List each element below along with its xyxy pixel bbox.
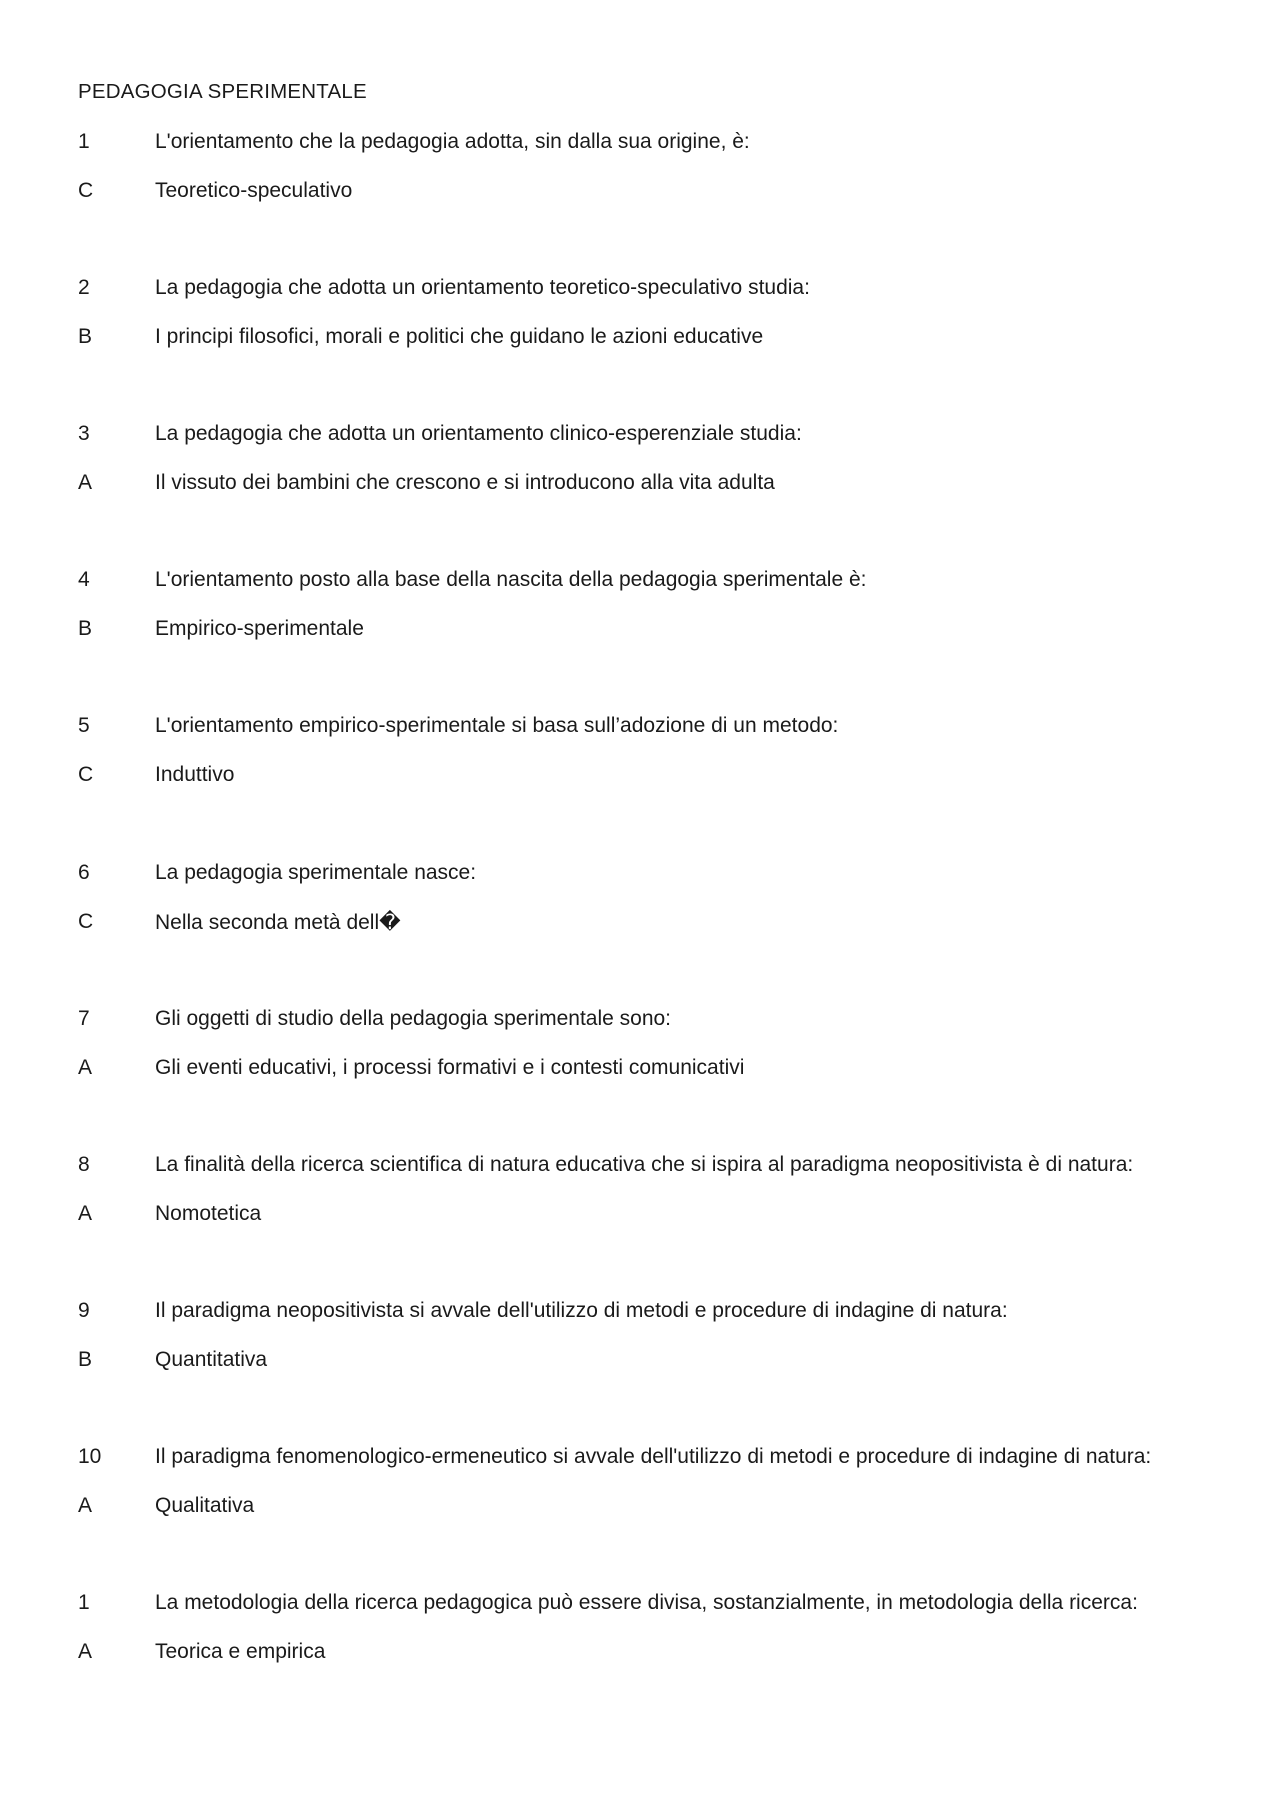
question-line bbox=[0, 568, 1280, 598]
answer-line bbox=[0, 1348, 1280, 1378]
answer-line bbox=[0, 1494, 1280, 1524]
question-text: L'orientamento posto alla base della nascita della pedagogia sperimentale è: bbox=[155, 568, 867, 591]
answer-text: Gli eventi educativi, i processi formativi e i contesti comunicativi bbox=[155, 1056, 745, 1079]
answer-text: Quantitativa bbox=[155, 1348, 268, 1371]
question-number: 1 bbox=[78, 1591, 90, 1614]
question-number: 6 bbox=[78, 861, 90, 884]
question-text: Il paradigma neopositivista si avvale dell'utilizzo di metodi e procedure di indagine di natura: bbox=[155, 1299, 1008, 1322]
answer-letter: B bbox=[78, 617, 93, 640]
question-text: L'orientamento che la pedagogia adotta, sin dalla sua origine, è: bbox=[155, 130, 750, 153]
question-text: La pedagogia che adotta un orientamento teoretico-speculativo studia: bbox=[155, 276, 810, 299]
answer-letter: C bbox=[78, 910, 94, 933]
question-text: La pedagogia sperimentale nasce: bbox=[155, 861, 477, 884]
answer-letter: B bbox=[78, 1348, 93, 1371]
question-text: La pedagogia che adotta un orientamento clinico-esperenziale studia: bbox=[155, 422, 802, 445]
question-number: 5 bbox=[78, 714, 90, 737]
answer-text: Qualitativa bbox=[155, 1494, 255, 1517]
answer-letter: C bbox=[78, 179, 94, 202]
answer-line bbox=[0, 1056, 1280, 1086]
answer-text: Nomotetica bbox=[155, 1202, 262, 1225]
answer-letter: A bbox=[78, 1202, 93, 1225]
question-line bbox=[0, 1153, 1280, 1183]
answer-text: Empirico-sperimentale bbox=[155, 617, 364, 640]
question-number: 4 bbox=[78, 568, 90, 591]
question-line bbox=[0, 1299, 1280, 1329]
answer-letter: A bbox=[78, 1494, 93, 1517]
question-text: La finalità della ricerca scientifica di natura educativa che si ispira al paradigma neopositivista è di natura: bbox=[155, 1153, 1134, 1176]
answer-text: Induttivo bbox=[155, 763, 235, 786]
answer-letter: A bbox=[78, 1640, 93, 1663]
answer-text: Teoretico-speculativo bbox=[155, 179, 353, 202]
question-number: 1 bbox=[78, 130, 90, 153]
answer-line bbox=[0, 763, 1280, 793]
question-line bbox=[0, 1007, 1280, 1037]
answer-line bbox=[0, 1640, 1280, 1670]
answer-letter: C bbox=[78, 763, 94, 786]
question-number: 2 bbox=[78, 276, 90, 299]
question-line bbox=[0, 276, 1280, 306]
question-number: 8 bbox=[78, 1153, 90, 1176]
document-title: PEDAGOGIA SPERIMENTALE bbox=[78, 80, 367, 103]
question-number: 7 bbox=[78, 1007, 90, 1030]
question-line bbox=[0, 130, 1280, 160]
answer-text: I principi filosofici, morali e politici che guidano le azioni educative bbox=[155, 325, 764, 348]
question-line bbox=[0, 422, 1280, 452]
answer-letter: B bbox=[78, 325, 93, 348]
answer-line bbox=[0, 471, 1280, 501]
answer-letter: A bbox=[78, 1056, 93, 1079]
answer-line bbox=[0, 910, 1280, 940]
question-text: Il paradigma fenomenologico-ermeneutico si avvale dell'utilizzo di metodi e procedure di indagine di natura: bbox=[155, 1445, 1152, 1468]
question-text: La metodologia della ricerca pedagogica può essere divisa, sostanzialmente, in metodologia della ricerca: bbox=[155, 1591, 1138, 1614]
answer-line bbox=[0, 325, 1280, 355]
answer-letter: A bbox=[78, 471, 93, 494]
answer-line bbox=[0, 1202, 1280, 1232]
answer-line bbox=[0, 179, 1280, 209]
question-line bbox=[0, 714, 1280, 744]
question-line bbox=[0, 1591, 1280, 1621]
answer-line bbox=[0, 617, 1280, 647]
answer-text: Teorica e empirica bbox=[155, 1640, 326, 1663]
question-number: 10 bbox=[78, 1445, 102, 1468]
question-text: L'orientamento empirico-sperimentale si basa sull’adozione di un metodo: bbox=[155, 714, 839, 737]
question-text: Gli oggetti di studio della pedagogia sperimentale sono: bbox=[155, 1007, 672, 1030]
answer-text: Il vissuto dei bambini che crescono e si introducono alla vita adulta bbox=[155, 471, 775, 494]
question-number: 9 bbox=[78, 1299, 90, 1322]
question-number: 3 bbox=[78, 422, 90, 445]
question-line bbox=[0, 861, 1280, 891]
question-line bbox=[0, 1445, 1280, 1475]
answer-text: Nella seconda metà dell� bbox=[155, 911, 401, 934]
